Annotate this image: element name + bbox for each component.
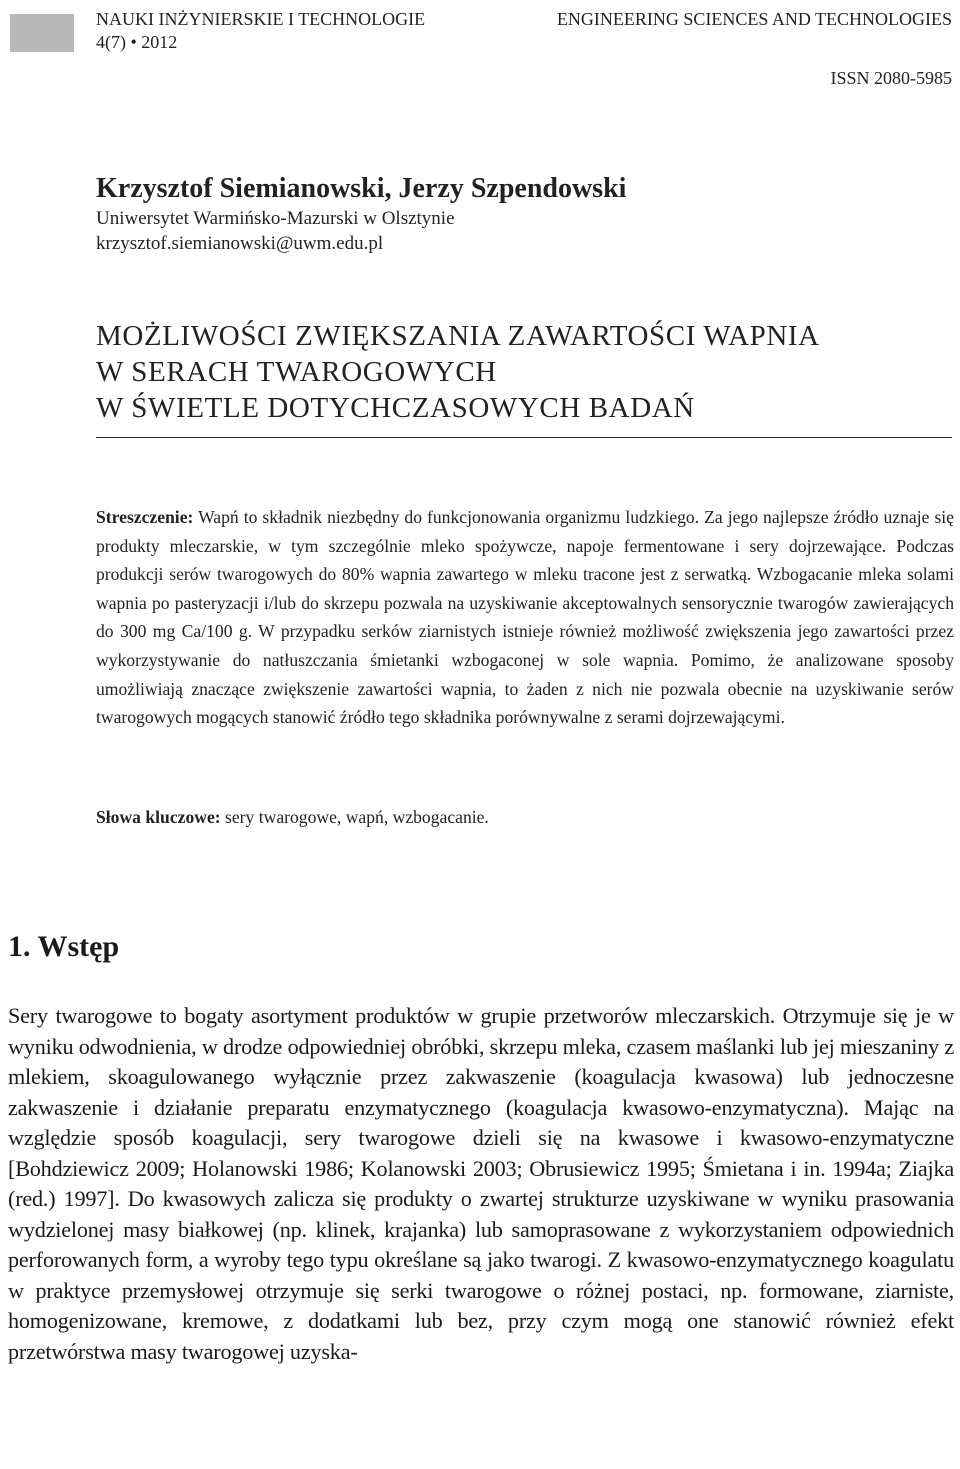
title-divider [96, 437, 952, 438]
keywords [96, 803, 954, 831]
title-line-3: W ŚWIETLE DOTYCHCZASOWYCH BADAŃ [96, 392, 695, 424]
author-email: krzysztof.siemianowski@uwm.edu.pl [96, 233, 384, 254]
section-heading: 1. Wstęp [8, 930, 120, 963]
journal-name-en: ENGINEERING SCIENCES AND TECHNOLOGIES [556, 9, 952, 29]
title-line-1: MOŻLIWOŚCI ZWIĘKSZANIA ZAWARTOŚCI WAPNIA [96, 320, 820, 352]
journal-header-left [96, 8, 425, 54]
journal-name-pl: NAUKI INŻYNIERSKIE I TECHNOLOGIE [96, 9, 426, 29]
title-line-2: W SERACH TWAROGOWYCH [96, 356, 497, 388]
abstract-label: Streszczenie: [96, 507, 194, 527]
author-affiliation: Uniwersytet Warmińsko-Mazurski w Olsztynie [96, 208, 455, 229]
abstract-text: Wapń to składnik niezbędny do funkcjonowania organizmu ludzkiego. Za jego najlepsze źródło uznaje się produkty mleczarskie, w tym szczególnie mleko spożywcze, napoje fermentowane i sery dojrzewające. Podczas produkcji serów twarogowych do 80% wapnia zawartego w mleku tracone jest z serwatką. Wzbogacanie mleka solami wapnia po pasteryzacji i/lub do skrzepu pozwala na uzyskiwanie akceptowalnych sensorycznie twarogów zawierających do 300 mg Ca/100 g. W przypadku serków ziarnistych istnieje również możliwość zwiększenia jego zawartości przez wykorzystywanie do natłuszczania śmietanki wzbogaconej w sole wapnia. Pomimo, że analizowane sposoby umożliwiają znaczące zwiększenie zawartości wapnia, to żaden z nich nie pozwala obecnie na uzyskiwanie serów twarogowych mogących stanowić źródło tego składnika porównywalne z serami dojrzewającymi. [96, 507, 954, 728]
issn: ISSN 2080-5985 [830, 68, 952, 88]
author-block [96, 172, 626, 256]
header-gray-block [10, 14, 74, 52]
section-body: Sery twarogowe to bogaty asortyment produktów w grupie przetworów mleczarskich. Otrzymuje się je w wyniku odwodnienia, w drodze odpowiedniej obróbki, skrzepu mleka, czasem maślanki lub jej mieszaniny z mlekiem, skoagulowanego wyłącznie przez zakwaszenie (koagulacja kwasowa) lub jednoczesne zakwaszenie i działanie preparatu enzymatycznego (koagulacja kwasowo-enzymatyczna). Mając na względzie sposób koagulacji, sery twarogowe dzieli się na kwasowe i kwasowo-enzymatyczne [Bohdziewicz 2009; Holanowski 1986; Kolanowski 2003; Obrusiewicz 1995; Śmietana i in. 1994a; Ziajka (red.) 1997]. Do kwasowych zalicza się produkty o zwartej strukturze uzyskiwane w wyniku prasowania wydzielonej masy białkowej (np. klinek, krajanka) lub samoprasowane z wykorzystaniem odpowiednich perforowanych form, a wyroby tego typu określane są jako twarogi. Z kwasowo-enzymatycznego koagulatu w praktyce przemysłowej otrzymuje się serki twarogowe o różnej postaci, np. formowane, ziarniste, homogenizowane, kremowe, z dodatkami lub bez, przy czym mogą one stanowić również efekt przetwórstwa masy twarogowej uzyska- [8, 1003, 954, 1364]
keywords-label: Słowa kluczowe: [96, 807, 221, 827]
author-names: Krzysztof Siemianowski, Jerzy Szpendowski [96, 173, 627, 204]
journal-issue: 4(7) • 2012 [96, 32, 178, 52]
keywords-text: sery twarogowe, wapń, wzbogacanie. [225, 807, 489, 827]
abstract [96, 503, 954, 732]
article-title [96, 318, 952, 426]
